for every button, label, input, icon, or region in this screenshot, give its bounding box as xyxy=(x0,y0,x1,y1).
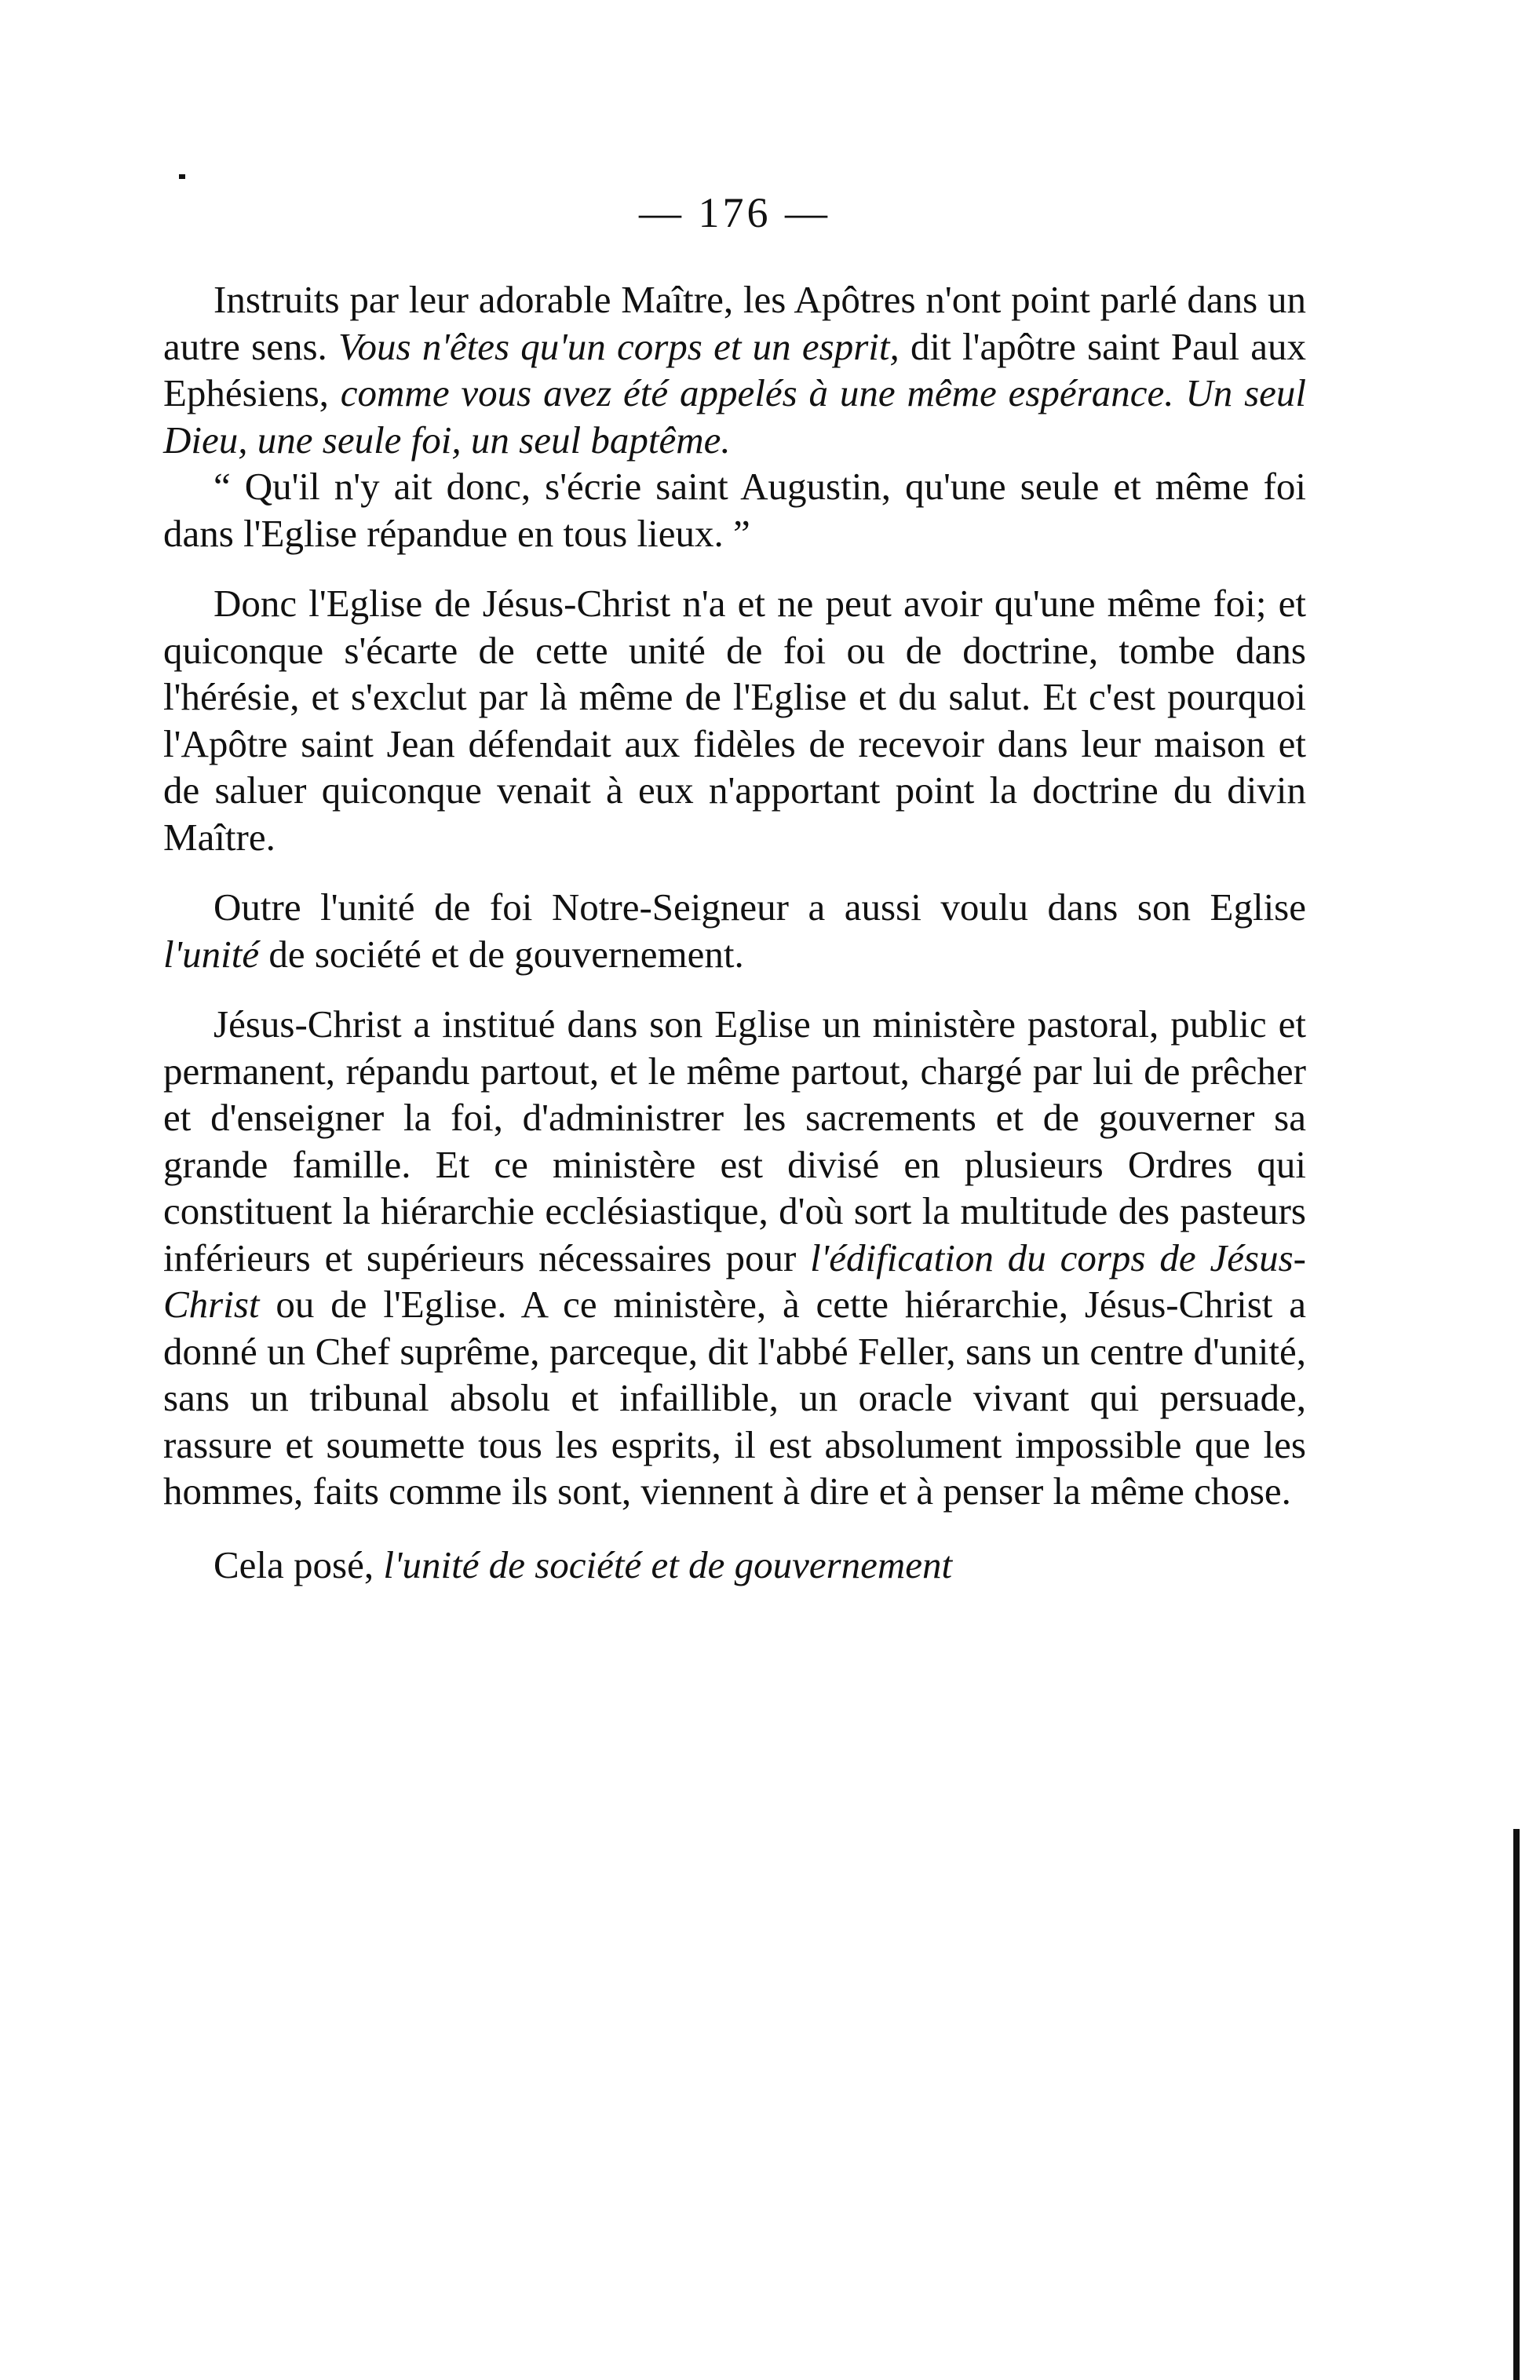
italic-text-segment: l'édification du corps de Jésus-Christ xyxy=(163,1236,1306,1326)
text-segment: dit l'apôtre saint Paul aux Ephésiens, xyxy=(163,324,1306,414)
text-segment: Instruits par leur adorable Maître, les Apôtres n'ont point parlé dans un autre sens. xyxy=(163,278,1306,368)
paragraph-pastoral-ministry xyxy=(163,1001,1306,1515)
text-segment: de société et de gouvernement. xyxy=(259,932,744,976)
text-segment: ou de l'Eglise. A ce ministère, à cette hiérarchie, Jésus-Christ a donné un Chef suprême, parceque, dit l'abbé Feller, sans un centre d'unité, sans un tribunal absolu et infaillible, un oracle vivant qui persuade, rassure et soumette tous les esprits, il est absolument impossible que les hommes, faits comme ils sont, viennent à dire et à penser la même chose. xyxy=(163,1283,1306,1513)
text-segment: Cela posé, xyxy=(213,1542,384,1586)
text-segment: Outre l'unité de foi Notre-Seigneur a aussi voulu dans son Eglise xyxy=(213,885,1306,929)
paragraph-unity-of-faith xyxy=(163,580,1306,860)
paragraph-apostles xyxy=(163,276,1306,463)
scan-edge-bar xyxy=(1513,1829,1520,2380)
italic-text-segment: comme vous avez été appelés à une même espérance. Un seul Dieu, une seule foi, un seul baptême. xyxy=(163,371,1306,462)
text-segment: Donc l'Eglise de Jésus-Christ n'a et ne peut avoir qu'une même foi; et quiconque s'écarte de cette unité de foi ou de doctrine, tombe dans l'hérésie, et s'exclut par là même de l'Eglise et du salut. Et c'est pourquoi l'Apôtre saint Jean défendait aux fidèles de recevoir dans leur maison et de saluer quiconque venait à eux n'apportant point la doctrine du divin Maître. xyxy=(163,582,1306,859)
scan-speck xyxy=(179,174,185,179)
italic-text-segment: l'unité xyxy=(163,932,260,976)
book-page xyxy=(163,188,1306,1588)
italic-text-segment: l'unité de société et de gouvernement xyxy=(383,1542,953,1586)
text-segment: “ Qu'il n'y ait donc, s'écrie saint Augustin, qu'une seule et même foi dans l'Eglise répandue en tous lieux. ” xyxy=(163,465,1306,555)
paragraph-unity-of-society xyxy=(163,884,1306,977)
paragraph-cela-pose xyxy=(163,1542,1306,1589)
text-segment: Jésus-Christ a institué dans son Eglise un ministère pastoral, public et permanent, répandu partout, et le même partout, chargé par lui de prêcher et d'enseigner la foi, d'administrer les sacrements et de gouverner sa grande famille. Et ce ministère est divisé en plusieurs Ordres qui constituent la hiérarchie ecclésiastique, d'où sort la multitude des pasteurs inférieurs et supérieurs nécessaires pour xyxy=(163,1002,1306,1279)
page-number: — 176 — xyxy=(639,189,830,236)
italic-text-segment: Vous n'êtes qu'un corps et un esprit, xyxy=(338,324,900,368)
paragraph-augustin-quote xyxy=(163,463,1306,557)
